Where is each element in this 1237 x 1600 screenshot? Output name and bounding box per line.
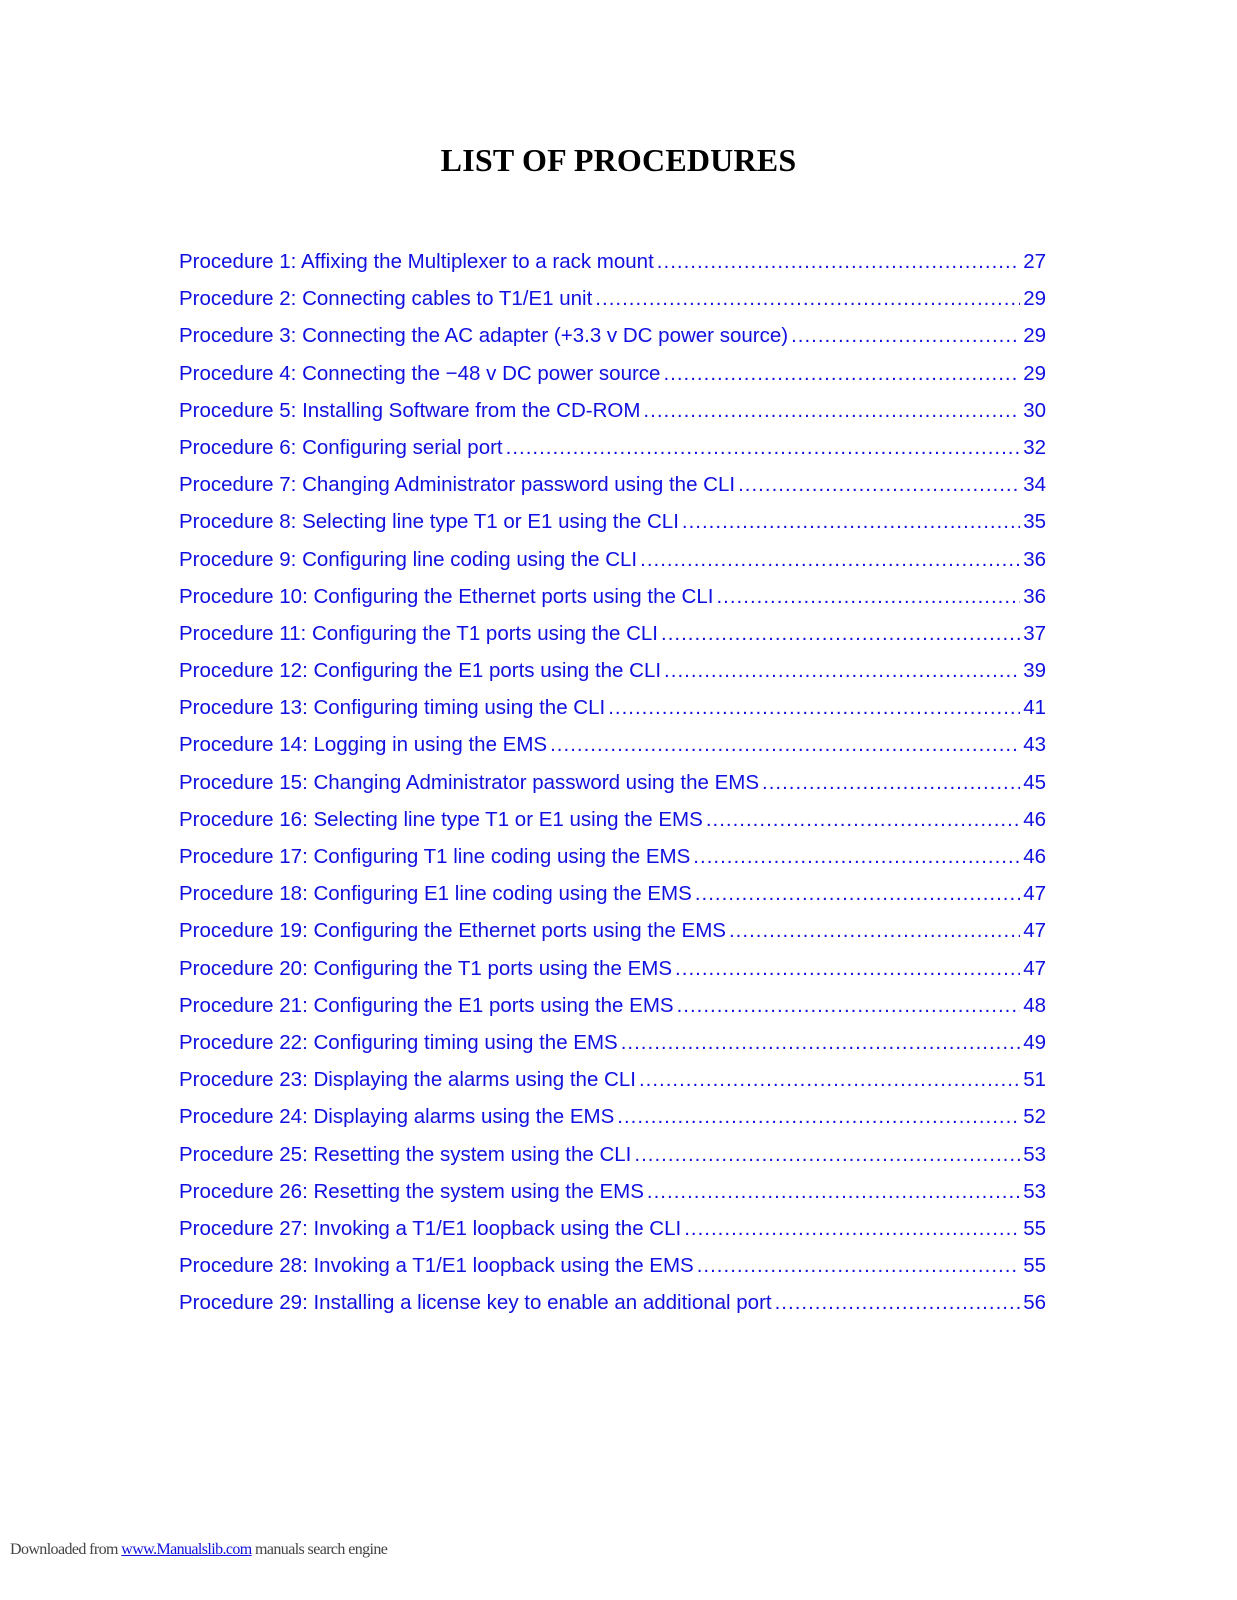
toc-entry-label: Procedure 29: Installing a license key to enable an additional port [179,1291,772,1315]
toc-entry[interactable] [179,1061,1046,1098]
toc-entry-label: Procedure 11: Configuring the T1 ports using the CLI [179,621,658,645]
toc-entry-label: Procedure 22: Configuring timing using the EMS [179,1030,618,1054]
toc-dot-leader [657,243,1020,280]
toc-dot-leader [684,1210,1020,1247]
footer-suffix: manuals search engine [251,1541,388,1558]
toc-entry[interactable] [179,1210,1046,1247]
toc-dot-leader [664,652,1020,689]
toc-entry[interactable] [179,429,1046,466]
toc-entry[interactable] [179,801,1046,838]
toc-entry-label: Procedure 25: Resetting the system using the CLI [179,1142,632,1166]
toc-dot-leader [640,541,1020,578]
toc-dot-leader [791,317,1020,354]
toc-entry-label: Procedure 23: Displaying the alarms using the CLI [179,1068,636,1092]
toc-dot-leader [663,355,1020,392]
toc-dot-leader [550,726,1020,763]
toc-entry[interactable] [179,838,1046,875]
toc-entry-page-number: 49 [1023,1030,1046,1054]
toc-entry-page-number: 51 [1023,1068,1046,1092]
toc-entry-page-number: 39 [1023,659,1046,683]
toc-entry-label: Procedure 9: Configuring line coding using the CLI [179,547,638,571]
toc-entry-page-number: 52 [1023,1105,1046,1129]
toc-entry-page-number: 43 [1023,733,1046,757]
toc-entry-label: Procedure 18: Configuring E1 line coding using the EMS [179,882,692,906]
toc-dot-leader [677,987,1021,1024]
toc-entry-page-number: 41 [1023,696,1046,720]
toc-entry-label: Procedure 26: Resetting the system using the EMS [179,1179,644,1203]
toc-entry[interactable] [179,1247,1046,1284]
toc-entry-label: Procedure 13: Configuring timing using the CLI [179,696,606,720]
toc-entry-page-number: 46 [1023,845,1046,868]
toc-dot-leader [643,392,1020,429]
procedure-list [179,243,1046,1321]
toc-entry[interactable] [179,317,1046,354]
toc-entry[interactable] [179,1173,1046,1210]
toc-entry-label: Procedure 20: Configuring the T1 ports using the EMS [179,956,673,980]
toc-entry[interactable] [179,875,1046,912]
toc-dot-leader [775,1284,1021,1321]
download-footer [10,1541,387,1559]
toc-entry-label: Procedure 1: Affixing the Multiplexer to a rack mount [179,250,654,273]
toc-entry-page-number: 55 [1023,1216,1046,1240]
toc-entry-page-number: 47 [1023,919,1046,943]
toc-entry[interactable] [179,689,1046,726]
toc-entry-page-number: 30 [1023,398,1046,422]
toc-entry[interactable] [179,652,1046,689]
page-title: LIST OF PROCEDURES [440,142,797,178]
toc-entry[interactable] [179,466,1046,503]
toc-entry[interactable] [179,243,1046,280]
toc-dot-leader [621,1024,1020,1061]
toc-entry-page-number: 34 [1023,473,1046,497]
toc-entry[interactable] [179,392,1046,429]
toc-entry-label: Procedure 24: Displaying alarms using the EMS [179,1105,615,1129]
toc-entry-page-number: 29 [1023,287,1046,311]
toc-dot-leader [706,801,1020,838]
toc-entry-label: Procedure 3: Connecting the AC adapter (+3.3 v DC power source) [179,324,789,348]
toc-entry-page-number: 47 [1023,956,1046,980]
toc-entry-page-number: 36 [1023,584,1046,608]
toc-entry-page-number: 36 [1023,547,1046,571]
toc-entry-page-number: 48 [1023,993,1046,1017]
toc-entry-page-number: 46 [1023,807,1046,831]
toc-dot-leader [661,615,1020,652]
toc-entry-page-number: 29 [1023,361,1046,385]
toc-entry[interactable] [179,615,1046,652]
toc-entry[interactable] [179,987,1046,1024]
toc-dot-leader [729,912,1020,949]
toc-entry[interactable] [179,355,1046,392]
toc-entry-page-number: 56 [1023,1291,1046,1315]
toc-dot-leader [608,689,1020,726]
toc-dot-leader [695,875,1020,912]
toc-dot-leader [738,466,1020,503]
toc-dot-leader [634,1136,1020,1173]
toc-entry-page-number: 53 [1023,1142,1046,1166]
toc-entry-page-number: 35 [1023,510,1046,534]
toc-entry[interactable] [179,541,1046,578]
toc-entry-label: Procedure 2: Connecting cables to T1/E1 unit [179,287,593,311]
toc-entry-page-number: 37 [1023,621,1046,645]
toc-entry-label: Procedure 19: Configuring the Ethernet ports using the EMS [179,919,726,943]
toc-dot-leader [693,838,1020,875]
toc-entry-label: Procedure 12: Configuring the E1 ports using the CLI [179,659,662,683]
toc-entry-label: Procedure 17: Configuring T1 line coding using the EMS [179,845,691,868]
toc-dot-leader [506,429,1021,466]
toc-dot-leader [716,578,1020,615]
toc-entry-label: Procedure 21: Configuring the E1 ports using the EMS [179,993,674,1017]
toc-entry[interactable] [179,1136,1046,1173]
toc-dot-leader [675,950,1020,987]
toc-entry[interactable] [179,503,1046,540]
manualslib-link[interactable]: www.Manualslib.com [121,1541,252,1558]
toc-entry[interactable] [179,1098,1046,1135]
toc-dot-leader [697,1247,1020,1284]
toc-entry-page-number: 47 [1023,882,1046,906]
toc-dot-leader [762,764,1020,801]
toc-entry-page-number: 27 [1023,250,1046,273]
toc-entry-label: Procedure 6: Configuring serial port [179,435,503,459]
toc-entry-label: Procedure 16: Selecting line type T1 or E1 using the EMS [179,807,703,831]
toc-entry-label: Procedure 28: Invoking a T1/E1 loopback using the EMS [179,1254,694,1278]
toc-entry-label: Procedure 10: Configuring the Ethernet ports using the CLI [179,584,714,608]
toc-entry-page-number: 32 [1023,435,1046,459]
toc-entry-label: Procedure 27: Invoking a T1/E1 loopback using the CLI [179,1216,682,1240]
toc-dot-leader [595,280,1020,317]
toc-entry[interactable] [179,578,1046,615]
toc-entry[interactable] [179,726,1046,763]
toc-entry-label: Procedure 14: Logging in using the EMS [179,733,548,757]
toc-dot-leader [639,1061,1020,1098]
toc-entry[interactable] [179,280,1046,317]
toc-entry-label: Procedure 4: Connecting the −48 v DC power source [179,361,661,385]
toc-entry-page-number: 53 [1023,1179,1046,1203]
toc-dot-leader [682,503,1020,540]
toc-entry-label: Procedure 7: Changing Administrator password using the CLI [179,473,736,497]
toc-entry-page-number: 55 [1023,1254,1046,1278]
toc-entry[interactable] [179,1284,1046,1321]
toc-entry[interactable] [179,1024,1046,1061]
toc-entry-page-number: 45 [1023,770,1046,794]
toc-entry[interactable] [179,764,1046,801]
toc-entry[interactable] [179,950,1046,987]
toc-dot-leader [647,1173,1020,1210]
toc-entry-label: Procedure 15: Changing Administrator password using the EMS [179,770,760,794]
footer-prefix: Downloaded from [10,1541,122,1558]
toc-entry[interactable] [179,912,1046,949]
toc-entry-label: Procedure 5: Installing Software from the CD-ROM [179,398,641,422]
toc-entry-page-number: 29 [1023,324,1046,348]
toc-dot-leader [617,1098,1020,1135]
toc-entry-label: Procedure 8: Selecting line type T1 or E1 using the CLI [179,510,679,534]
